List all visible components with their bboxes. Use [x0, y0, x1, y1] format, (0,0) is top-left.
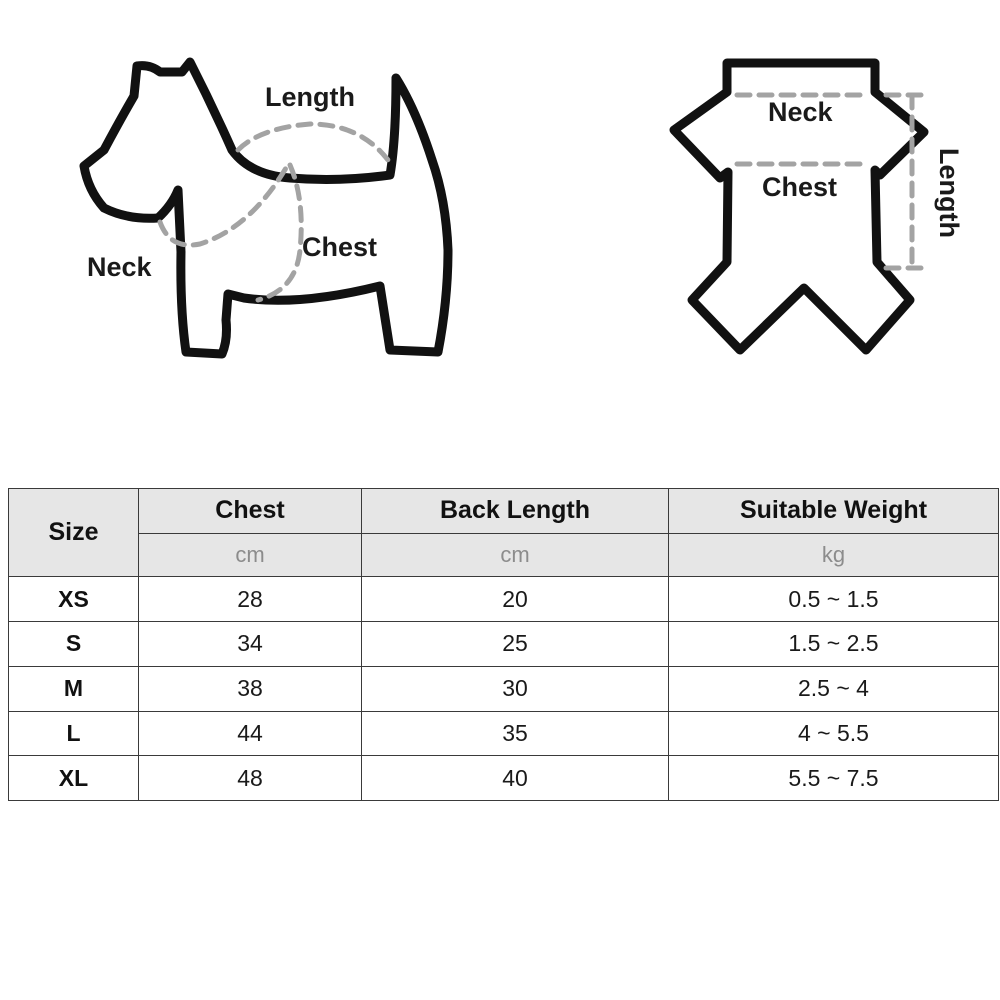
- table-row: [9, 666, 999, 711]
- weight-cell: 0.5 ~ 1.5: [669, 577, 999, 622]
- garment-chest-label: Chest: [762, 172, 838, 202]
- weight-cell: 5.5 ~ 7.5: [669, 756, 999, 801]
- size-cell: XS: [9, 577, 139, 622]
- weight-cell: 2.5 ~ 4: [669, 666, 999, 711]
- chest-cell: 38: [139, 666, 362, 711]
- suitable-weight-unit: kg: [669, 533, 999, 577]
- garment-length-label: Length: [934, 148, 964, 238]
- dog-chest-label: Chest: [302, 232, 378, 262]
- back-length-cell: 25: [362, 622, 669, 667]
- size-column-header: Size: [9, 489, 139, 577]
- size-chart-table: [8, 488, 999, 801]
- back-length-unit: cm: [362, 533, 669, 577]
- garment-figure: [674, 63, 964, 350]
- chest-unit: cm: [139, 533, 362, 577]
- table-row: [9, 622, 999, 667]
- dog-length-guide: [238, 124, 388, 160]
- chest-cell: 44: [139, 711, 362, 756]
- suitable-weight-column-header: Suitable Weight: [669, 489, 999, 534]
- back-length-cell: 40: [362, 756, 669, 801]
- back-length-cell: 30: [362, 666, 669, 711]
- dog-length-label: Length: [265, 82, 355, 112]
- dog-neck-label: Neck: [87, 252, 152, 282]
- back-length-cell: 20: [362, 577, 669, 622]
- table-row: [9, 711, 999, 756]
- chest-cell: 48: [139, 756, 362, 801]
- weight-cell: 1.5 ~ 2.5: [669, 622, 999, 667]
- weight-cell: 4 ~ 5.5: [669, 711, 999, 756]
- garment-neck-label: Neck: [768, 97, 833, 127]
- size-cell: XL: [9, 756, 139, 801]
- size-cell: S: [9, 622, 139, 667]
- dog-figure: [84, 62, 448, 354]
- back-length-cell: 35: [362, 711, 669, 756]
- chest-column-header: Chest: [139, 489, 362, 534]
- table-row: [9, 577, 999, 622]
- table-row: [9, 756, 999, 801]
- size-cell: M: [9, 666, 139, 711]
- chest-cell: 28: [139, 577, 362, 622]
- dog-chest-guide: [258, 165, 301, 300]
- back-length-column-header: Back Length: [362, 489, 669, 534]
- measurement-diagram: [0, 0, 1000, 420]
- chest-cell: 34: [139, 622, 362, 667]
- size-cell: L: [9, 711, 139, 756]
